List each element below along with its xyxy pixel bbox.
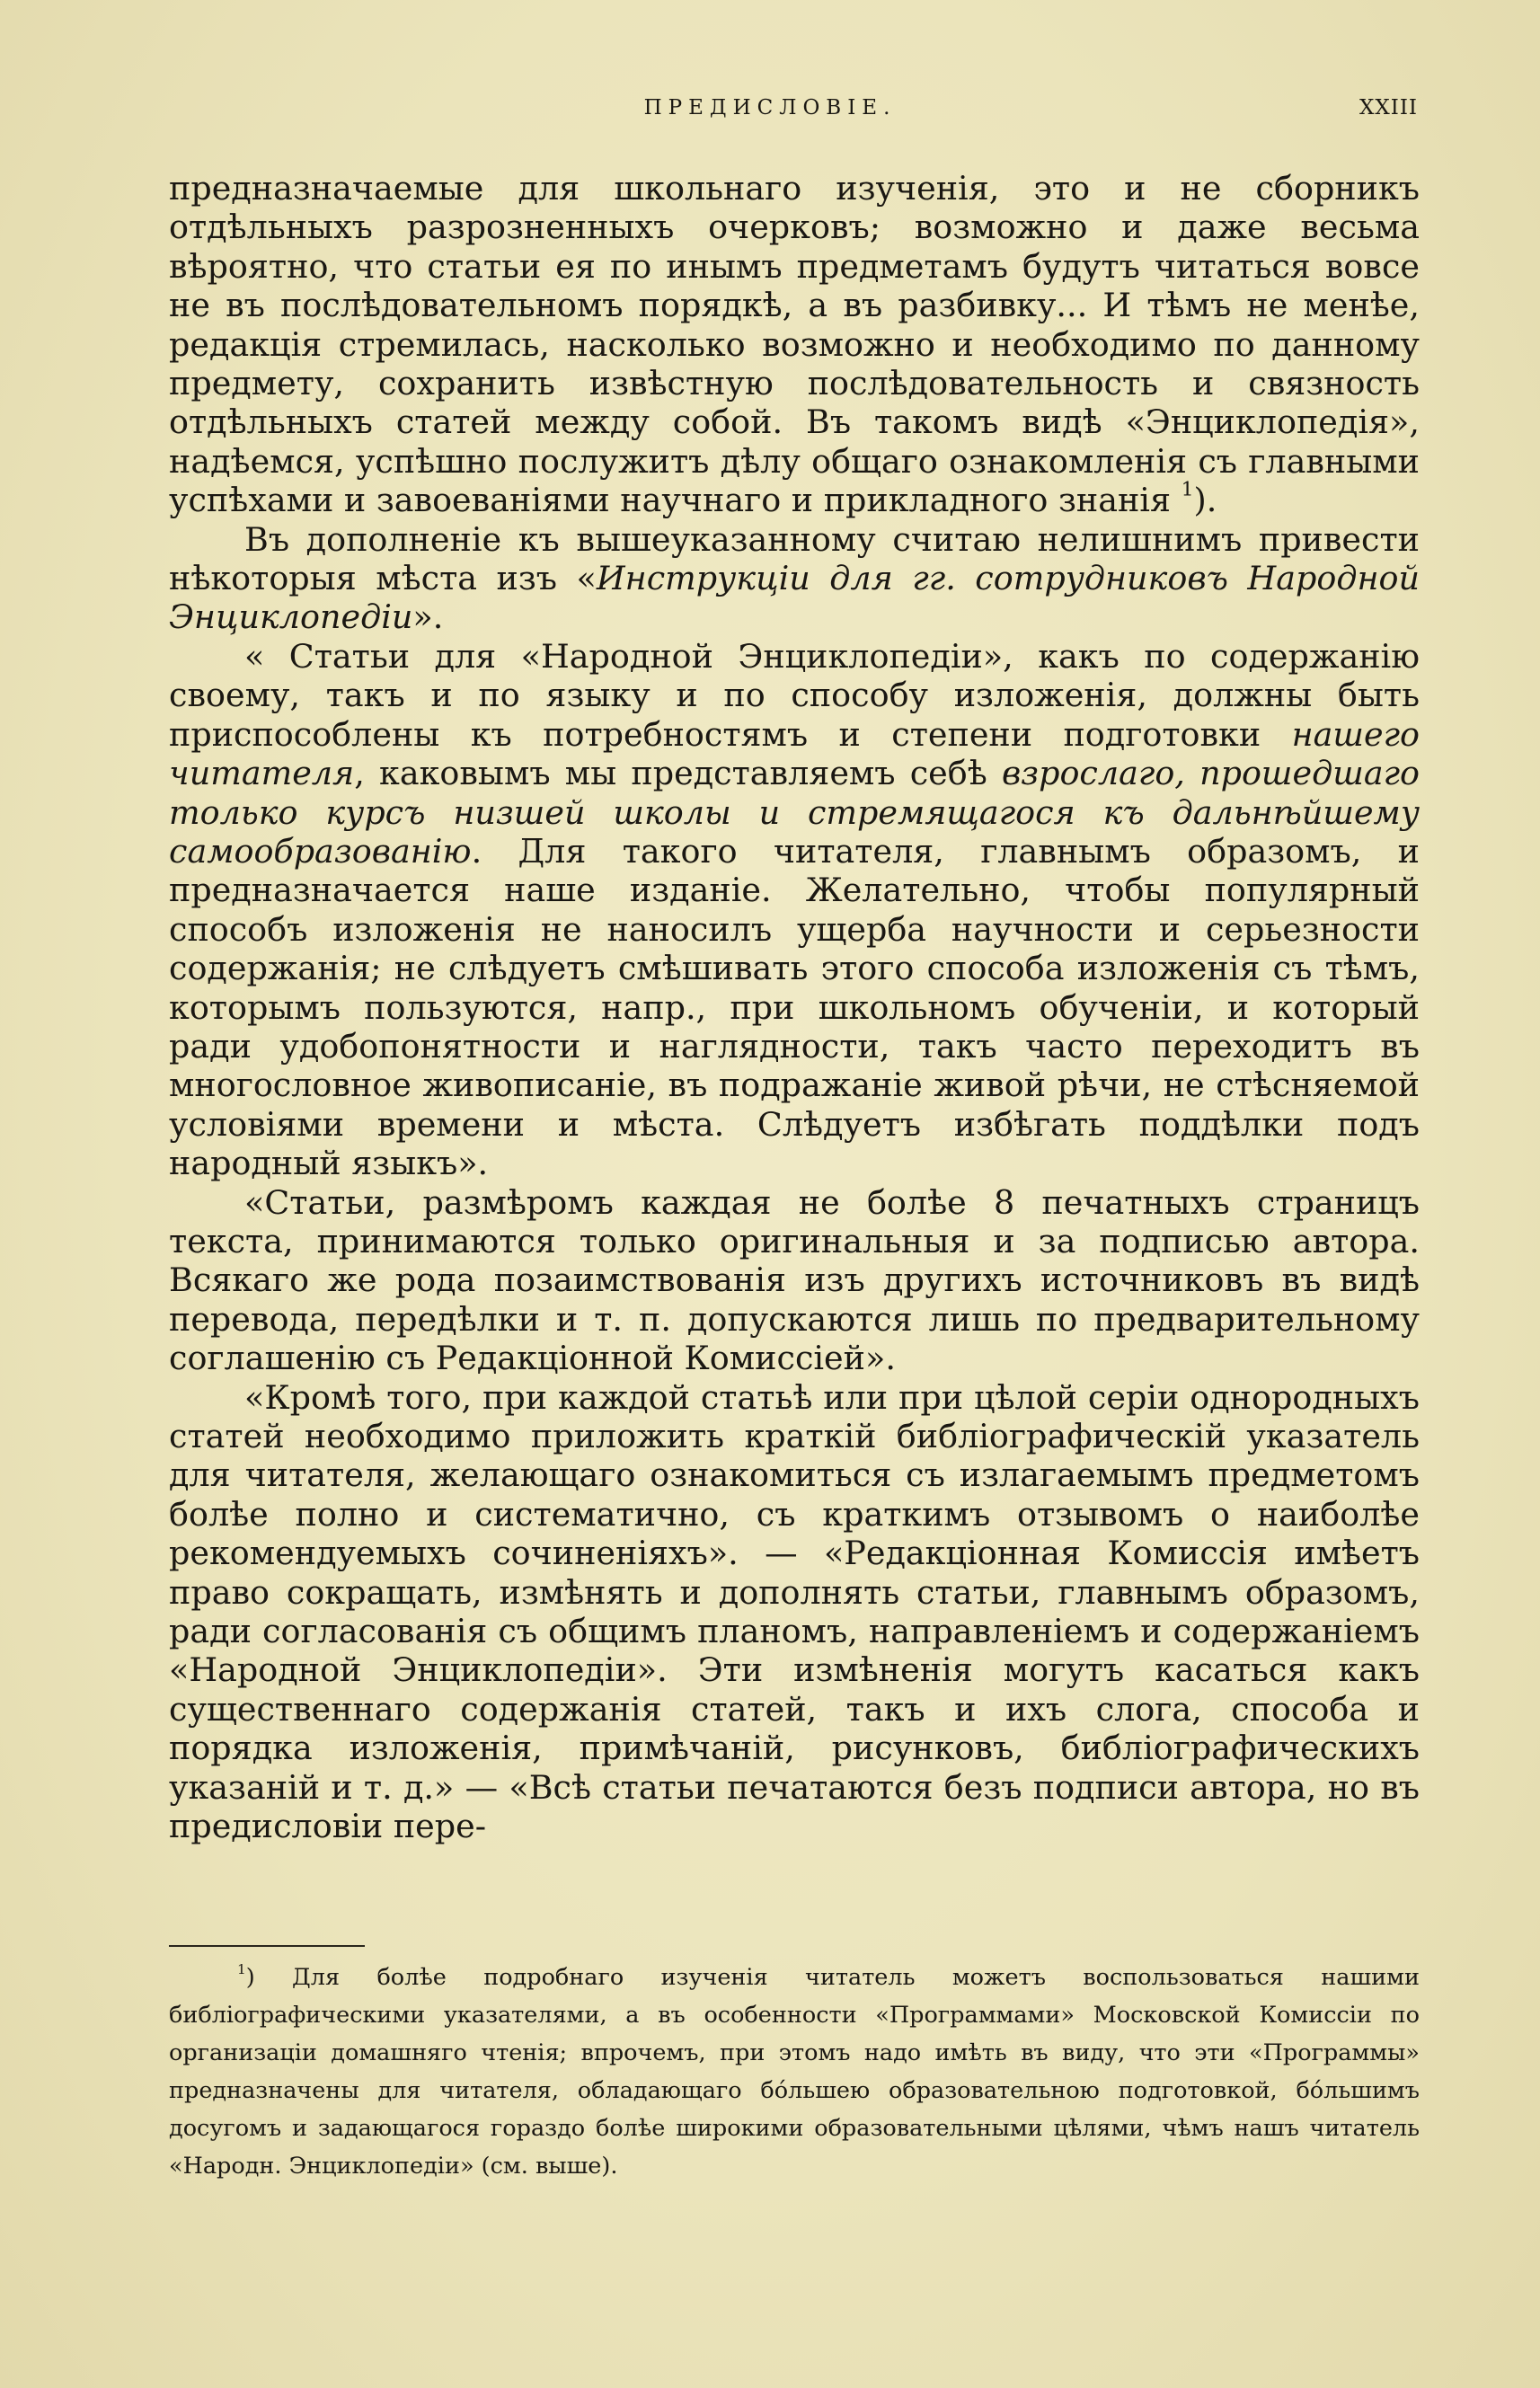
running-head (0, 90, 1540, 126)
text-run: ». (412, 597, 444, 637)
paragraph (169, 1183, 1420, 1378)
text-run: ). (1193, 481, 1217, 520)
text-run: «Кромѣ того, при каждой статьѣ или при цѣлой серіи однородныхъ статей необходимо приложить краткій библіографическій указатель для читателя, желающаго ознакомиться съ излагаемымъ предметомъ болѣе полно и систематично, съ краткимъ отзывомъ о наиболѣе рекомендуемыхъ сочиненіяхъ». — «Редакціонная Комиссія имѣетъ право сокращать, измѣнять и дополнять статьи, главнымъ образомъ, ради согласованія съ общимъ планомъ, направленіемъ и содержаніемъ «Народной Энциклопедіи». Эти измѣненія могутъ касаться какъ существеннаго содержанія статей, такъ и ихъ слога, способа и порядка изложенія, примѣчаній, рисунковъ, библіографическихъ указаній и т. д.» — «Всѣ статьи печатаются безъ подписи автора, но въ предисловіи пере- (169, 1377, 1420, 1846)
text-run: Въ дополненіе къ вышеуказанному считаю нелишнимъ привести нѣкоторыя мѣста изъ « (169, 519, 1420, 598)
footnote-rule (169, 1945, 365, 1947)
text-run: «Статьи, размѣромъ каждая не болѣе 8 печатныхъ страницъ текста, принимаются только оригинальныя и за подписью автора. Всякаго же рода позаимствованія изъ другихъ источниковъ въ видѣ перевода, передѣлки и т. п. допускаются лишь по предварительному соглашенію съ Редакціонной Комиссіей». (169, 1182, 1420, 1378)
italic-run: взрослаго, прошедшаго только курсъ низшей школы и стремящагося къ дальнѣйшему самообразованію (169, 754, 1420, 871)
text-run: , каковымъ мы представляемъ себѣ (354, 754, 1002, 793)
paragraph (169, 637, 1420, 1183)
footnote-marker: 1 (237, 1960, 246, 1977)
running-title: ПРЕДИСЛОВІЕ. (643, 96, 897, 119)
page-number: XXIII (1359, 96, 1418, 119)
footnote (169, 1959, 1420, 2185)
paragraph (169, 1378, 1420, 1846)
italic-run: нашего читателя (169, 714, 1420, 793)
footnote-ref: 1 (1181, 478, 1194, 501)
paragraph (169, 169, 1420, 520)
text-run: « Статьи для «Народной Энциклопедіи», какъ по содержанію своему, такъ и по языку и по способу изложенія, должны быть приспособлены къ потребностямъ и степени подготовки (169, 636, 1420, 754)
body-text (169, 169, 1420, 1845)
paragraph (169, 520, 1420, 637)
text-run: . Для такого читателя, главнымъ образомъ, и предназначается наше изданіе. Желательно, чтобы популярный способъ изложенія не наносилъ ущерба научности и серьезности содержанія; не слѣдуетъ смѣшивать этого способа изложенія съ тѣмъ, которымъ пользуются, напр., при школьномъ обученіи, и который ради удобопонятности и наглядности, такъ часто переходитъ въ многословное живописаніе, въ подражаніе живой рѣчи, не стѣсняемой условіями времени и мѣста. Слѣдуетъ избѣгать поддѣлки подъ народный языкъ». (169, 831, 1420, 1183)
italic-run: Инструкціи для гг. сотрудниковъ Народной Энциклопедіи (169, 559, 1420, 637)
footnotes (169, 1959, 1420, 2185)
footnote-text: ) Для болѣе подробнаго изученія читатель можетъ воспользоваться нашими библіографическими указателями, а въ особенности «Программами» Московской Комиссіи по организаціи домашняго чтенія; впрочемъ, при этомъ надо имѣть въ виду, что эти «Программы» предназначены для читателя, обладающаго бо́льшею образовательною подготовкой, бо́льшимъ досугомъ и задающагося гораздо болѣе широкими образовательными цѣлями, чѣмъ нашъ читатель «Народн. Энциклопедіи» (см. выше). (169, 1964, 1420, 2180)
text-run: предназначаемые для школьнаго изученія, это и не сборникъ отдѣльныхъ разрозненныхъ очерковъ; возможно и даже весьма вѣроятно, что статьи ея по инымъ предметамъ будутъ читаться вовсе не въ послѣдовательномъ порядкѣ, а въ разбивку... И тѣмъ не менѣе, редакція стремилась, насколько возможно и необходимо по данному предмету, сохранить извѣстную послѣдовательность и связность отдѣльныхъ статей между собой. Въ такомъ видѣ «Энциклопедія», надѣемся, успѣшно послужитъ дѣлу общаго ознакомленія съ главными успѣхами и завоеваніями научнаго и прикладного знанія (169, 169, 1420, 520)
